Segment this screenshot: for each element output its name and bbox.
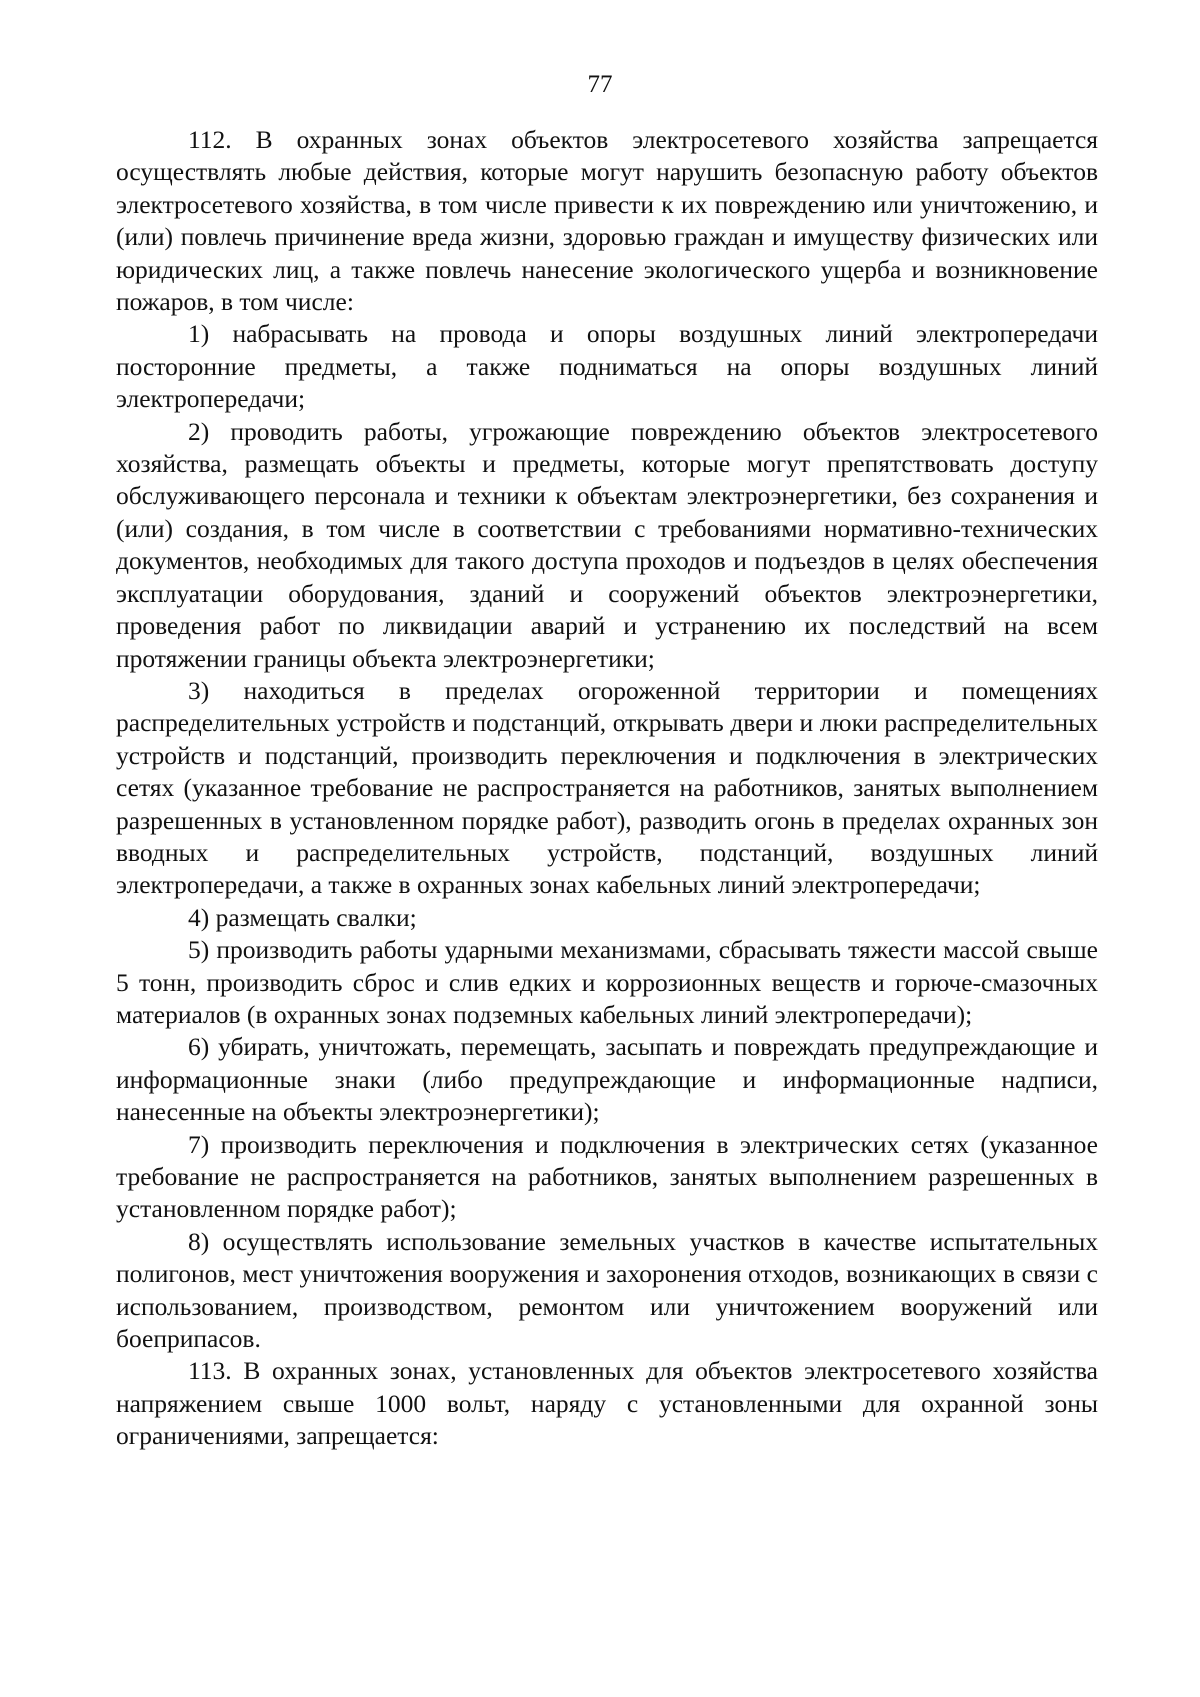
list-item-4: 4) размещать свалки; [188, 902, 417, 932]
list-item-8: 8) осуществлять использование земельных участков в качестве испытательных полигонов, мест уничтожения вооружения и захоронения отходов, возникающих в связи с использованием, производством, ремонтом или уничтожением вооружений или боеприпасов. [116, 1226, 1098, 1354]
document-body [116, 124, 1098, 1453]
list-item-2: 2) проводить работы, угрожающие повреждению объектов электросетевого хозяйства, размещать объекты и предметы, которые могут препятствовать доступу обслуживающего персонала и техники к объектам электроэнергетики, без сохранения и (или) создания, в том числе в соответствии с требованиями нормативно-технических документов, необходимых для такого доступа проходов и подъездов в целях обеспечения эксплуатации оборудования, зданий и сооружений объектов электроэнергетики, проведения работ по ликвидации аварий и устранению их последствий на всем протяжении границы объекта электроэнергетики; [116, 416, 1098, 673]
list-item-6: 6) убирать, уничтожать, перемещать, засыпать и повреждать предупреждающие и информационные знаки (либо предупреждающие и информационные надписи, нанесенные на объекты электроэнергетики); [116, 1032, 1098, 1127]
paragraph-113: 113. В охранных зонах, установленных для объектов электросетевого хозяйства напряжением свыше 1000 вольт, наряду с установленными для охранной зоны ограничениями, запрещается: [116, 1356, 1098, 1451]
list-item-5: 5) производить работы ударными механизмами, сбрасывать тяжести массой свыше 5 тонн, производить сброс и слив едких и коррозионных веществ и горюче-смазочных материалов (в охранных зонах подземных кабельных линий электропередачи); [116, 935, 1098, 1029]
page-number: 77 [587, 71, 613, 98]
list-item-7: 7) производить переключения и подключения в электрических сетях (указанное требование не распространяется на работников, занятых выполнением разрешенных в установленном порядке работ); [116, 1129, 1098, 1224]
list-item-1: 1) набрасывать на провода и опоры воздушных линий электропередачи посторонние предметы, а также подниматься на опоры воздушных линий электропередачи; [116, 319, 1098, 414]
list-item-3: 3) находиться в пределах огороженной территории и помещениях распределительных устройств и подстанций, открывать двери и люки распределительных устройств и подстанций, производить переключения и подключения в электрических сетях (указанное требование не распространяется на работников, занятых выполнением разрешенных в установленном порядке работ), разводить огонь в пределах охранных зон вводных и распределительных устройств, подстанций, воздушных линий электропередачи, а также в охранных зонах кабельных линий электропередачи; [116, 675, 1098, 900]
paragraph-112: 112. В охранных зонах объектов электросетевого хозяйства запрещается осуществлять любые действия, которые могут нарушить безопасную работу объектов электросетевого хозяйства, в том числе привести к их повреждению или уничтожению, и (или) повлечь причинение вреда жизни, здоровью граждан и имуществу физических или юридических лиц, а также повлечь нанесение экологического ущерба и возникновение пожаров, в том числе: [116, 125, 1098, 317]
